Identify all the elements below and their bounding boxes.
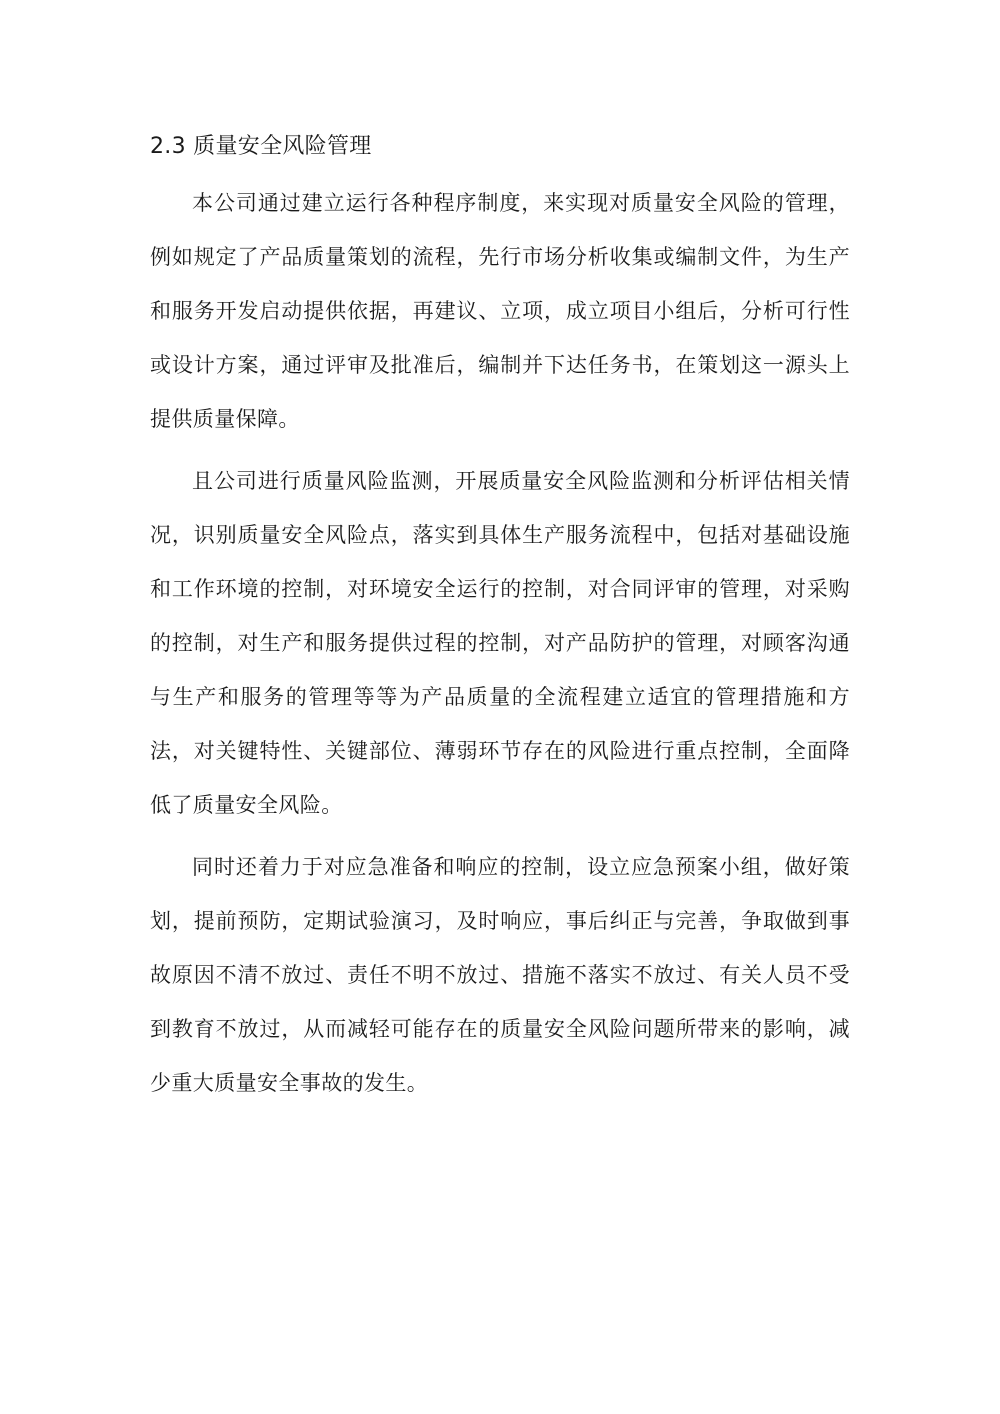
paragraph-risk-monitoring: 且公司进行质量风险监测，开展质量安全风险监测和分析评估相关情况，识别质量安全风险点，落实到具体生产服务流程中，包括对基础设施和工作环境的控制，对环境安全运行的控制，对合同评审的管理，对采购的控制，对生产和服务提供过程的控制，对产品防护的管理，对顾客沟通与生产和服务的管理等等为产品质量的全流程建立适宜的管理措施和方法，对关键特性、关键部位、薄弱环节存在的风险进行重点控制，全面降低了质量安全风险。 (150, 469, 850, 817)
paragraph-emergency-response: 同时还着力于对应急准备和响应的控制，设立应急预案小组，做好策划，提前预防，定期试验演习，及时响应，事后纠正与完善，争取做到事故原因不清不放过、责任不明不放过、措施不落实不放过、有关人员不受到教育不放过，从而减轻可能存在的质量安全风险问题所带来的影响，减少重大质量安全事故的发生。 (150, 855, 850, 1095)
section-heading: 2.3 质量安全风险管理 (150, 134, 372, 159)
paragraph-risk-management-overview: 本公司通过建立运行各种程序制度，来实现对质量安全风险的管理，例如规定了产品质量策划的流程，先行市场分析收集或编制文件，为生产和服务开发启动提供依据，再建议、立项，成立项目小组后，分析可行性或设计方案，通过评审及批准后，编制并下达任务书，在策划这一源头上提供质量保障。 (150, 191, 850, 431)
document-body (150, 128, 850, 1118)
